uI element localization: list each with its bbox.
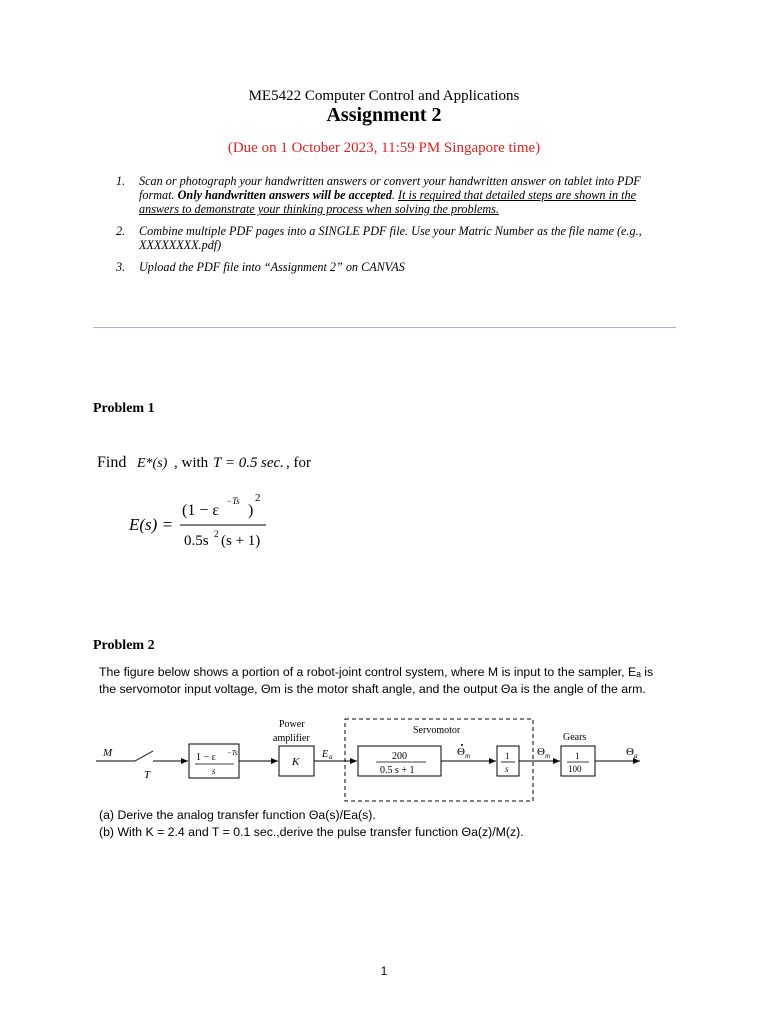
problem-1-heading: Problem 1 xyxy=(93,401,155,416)
instruction-number: 1. xyxy=(116,174,126,188)
gears-numerator: 1 xyxy=(575,751,580,761)
instruction-bold-text: Only handwritten answers will be accepted xyxy=(177,188,392,202)
lhs-text: E(s) = xyxy=(129,515,174,534)
for-text: , for xyxy=(286,455,311,471)
problem-2-line-1: The figure below shows a portion of a robot-joint control system, where M is input to the sampler, Eₐ is xyxy=(99,665,654,679)
instruction-text: Upload the PDF file into “Assignment 2” on CANVAS xyxy=(139,260,405,274)
page-number: 1 xyxy=(380,964,388,978)
problem-2-description xyxy=(99,664,699,698)
sampler-t-label: T xyxy=(144,769,151,781)
instruction-item xyxy=(112,260,677,274)
ea-subscript: a xyxy=(329,753,333,761)
numerator-exponent: −Ts xyxy=(226,496,240,506)
power-label: Power xyxy=(279,719,305,730)
gears-denominator: 100 xyxy=(568,764,582,774)
zoh-numerator: 1 − ε xyxy=(196,752,216,763)
numerator-square: 2 xyxy=(255,492,261,504)
servomotor-label: Servomotor xyxy=(413,725,461,736)
integrator-numerator: 1 xyxy=(505,751,510,761)
course-title: ME5422 Computer Control and Applications xyxy=(248,88,520,104)
problem-2-line-2: the servomotor input voltage, Θm is the motor shaft angle, and the output Θa is the angle of the arm. xyxy=(99,682,646,696)
theta-dot-label: Θ xyxy=(457,746,465,758)
input-m-label: M xyxy=(103,747,113,759)
part-b: (b) With K = 2.4 and T = 0.1 sec.,derive the pulse transfer function Θa(z)/M(z). xyxy=(99,825,524,839)
part-a: (a) Derive the analog transfer function Θa(s)/Ea(s). xyxy=(99,808,376,822)
estar-text: E*(s) xyxy=(137,456,168,471)
instruction-item xyxy=(112,174,677,216)
theta-a-subscript: a xyxy=(634,752,638,760)
motor-numerator: 200 xyxy=(392,751,407,762)
problem-2-parts xyxy=(99,807,699,841)
problem-1-equation xyxy=(94,445,324,560)
gain-label: K xyxy=(292,756,300,768)
denominator-rest: (s + 1) xyxy=(221,533,261,549)
section-divider xyxy=(93,327,676,328)
instruction-item xyxy=(112,224,677,252)
sec-text: sec. xyxy=(261,455,284,471)
denominator-text: 0.5s xyxy=(184,533,209,549)
block-diagram xyxy=(96,714,676,806)
find-text: Find xyxy=(97,454,127,471)
theta-a-label: Θ xyxy=(626,746,634,758)
amplifier-label: amplifier xyxy=(273,733,310,744)
numerator-close: ) xyxy=(248,502,254,519)
theta-m-label: Θ xyxy=(537,746,545,758)
theta-dot-marker xyxy=(461,744,463,746)
instructions-list xyxy=(112,174,677,282)
problem-2-heading: Problem 2 xyxy=(93,638,155,653)
t-value: T = 0.5 xyxy=(213,455,258,471)
instruction-underlined-text: It is required that detailed steps are shown in the answers to demonstrate your thinking process when solving the problems. xyxy=(139,188,636,216)
zoh-denominator: s xyxy=(212,766,216,776)
assignment-title: Assignment 2 xyxy=(326,104,442,126)
denominator-square: 2 xyxy=(214,529,219,539)
theta-dot-subscript: m xyxy=(465,752,471,760)
integrator-denominator: s xyxy=(505,764,509,774)
zoh-exponent: −Ts xyxy=(227,749,238,757)
instruction-text: Scan or photograph your handwritten answers or convert your handwritten answer on tablet into PDF format. xyxy=(139,174,641,202)
gears-label: Gears xyxy=(563,732,587,743)
with-text: , with xyxy=(174,455,209,471)
instruction-text: . xyxy=(391,188,399,202)
instruction-number: 3. xyxy=(116,260,126,274)
theta-m-subscript: m xyxy=(545,752,551,760)
sampler-switch xyxy=(135,751,153,761)
motor-denominator: 0.5 s + 1 xyxy=(380,765,415,776)
ea-label: E xyxy=(322,749,329,760)
due-date: (Due on 1 October 2023, 11:59 PM Singapore time) xyxy=(227,140,541,156)
instruction-number: 2. xyxy=(116,224,126,238)
numerator-text: (1 − ε xyxy=(182,502,220,519)
instruction-text: Combine multiple PDF pages into a SINGLE PDF file. Use your Matric Number as the file name (e.g., XXXXXXXX.pdf) xyxy=(139,224,642,252)
